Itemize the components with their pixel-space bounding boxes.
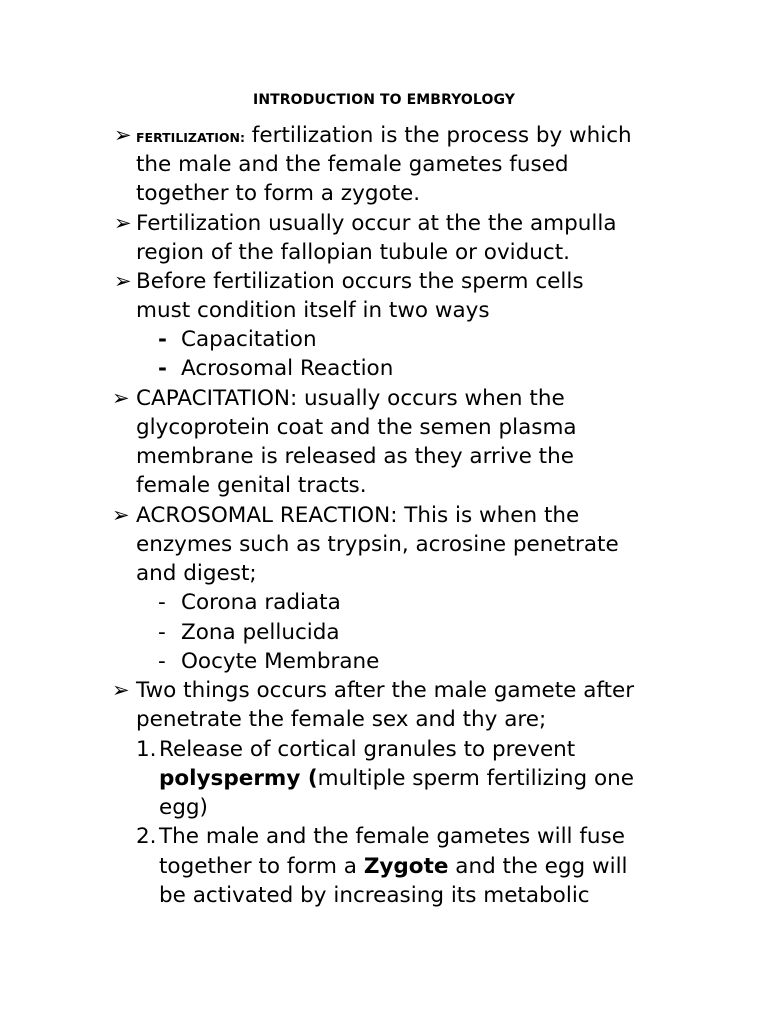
- acrosomal-sub-oocyte: Oocyte Membrane: [181, 649, 380, 674]
- acrosomal-line-2: enzymes such as trypsin, acrosine penetrate: [136, 532, 619, 557]
- dash-marker: -: [158, 590, 166, 615]
- fertilization-label: FERTILIZATION:: [136, 130, 245, 145]
- capacitation-line-3: membrane is released as they arrive the: [136, 444, 574, 469]
- fertilization-line-1: FERTILIZATION: fertilization is the process by which: [136, 123, 632, 148]
- list-number-2: 2.: [136, 824, 157, 849]
- list-number-1: 1.: [136, 737, 157, 762]
- bullet-arrow-icon: ➢: [114, 269, 132, 293]
- before-sub-capacitation: Capacitation: [181, 327, 317, 352]
- acrosomal-line-1: ACROSOMAL REACTION: This is when the: [136, 503, 580, 528]
- item-1-line-1: Release of cortical granules to prevent: [159, 737, 576, 762]
- two-things-line-2: penetrate the female sex and thy are;: [136, 707, 547, 732]
- fertilization-line-3: together to form a zygote.: [136, 181, 421, 206]
- dash-marker: -: [158, 620, 166, 645]
- capacitation-line-4: female genital tracts.: [136, 473, 367, 498]
- dash-marker: -: [158, 649, 166, 674]
- item-2-line-1: The male and the female gametes will fuse: [159, 824, 625, 849]
- item-1-line-3: egg): [159, 795, 208, 820]
- zygote-term: Zygote: [363, 854, 449, 879]
- dash-marker: -: [158, 327, 167, 352]
- capacitation-line-2: glycoprotein coat and the semen plasma: [136, 415, 577, 440]
- acrosomal-sub-corona: Corona radiata: [181, 590, 341, 615]
- dash-marker: -: [158, 356, 167, 381]
- page-title: INTRODUCTION TO EMBRYOLOGY: [253, 92, 515, 108]
- acrosomal-line-3: and digest;: [136, 561, 257, 586]
- ampulla-line-2: region of the fallopian tubule or oviduct.: [136, 240, 571, 265]
- bullet-arrow-icon: ➢: [114, 123, 132, 147]
- bullet-arrow-icon: ➢: [112, 503, 130, 527]
- item-2-line-2: together to form a Zygote and the egg will: [159, 854, 628, 879]
- bullet-arrow-icon: ➢: [112, 678, 130, 702]
- item-2-line-3: be activated by increasing its metabolic: [159, 883, 590, 908]
- ampulla-line-1: Fertilization usually occur at the the ampulla: [136, 211, 617, 236]
- bullet-arrow-icon: ➢: [112, 386, 130, 410]
- acrosomal-sub-zona: Zona pellucida: [181, 620, 340, 645]
- polyspermy-term: polyspermy (: [159, 766, 318, 791]
- before-sub-acrosomal: Acrosomal Reaction: [181, 356, 394, 381]
- item-1-line-2: polyspermy (multiple sperm fertilizing one: [159, 766, 634, 791]
- before-line-2: must condition itself in two ways: [136, 298, 490, 323]
- bullet-arrow-icon: ➢: [114, 211, 132, 235]
- before-line-1: Before fertilization occurs the sperm cells: [136, 269, 584, 294]
- capacitation-line-1: CAPACITATION: usually occurs when the: [136, 386, 565, 411]
- fertilization-line-2: the male and the female gametes fused: [136, 152, 569, 177]
- two-things-line-1: Two things occurs after the male gamete after: [136, 678, 635, 703]
